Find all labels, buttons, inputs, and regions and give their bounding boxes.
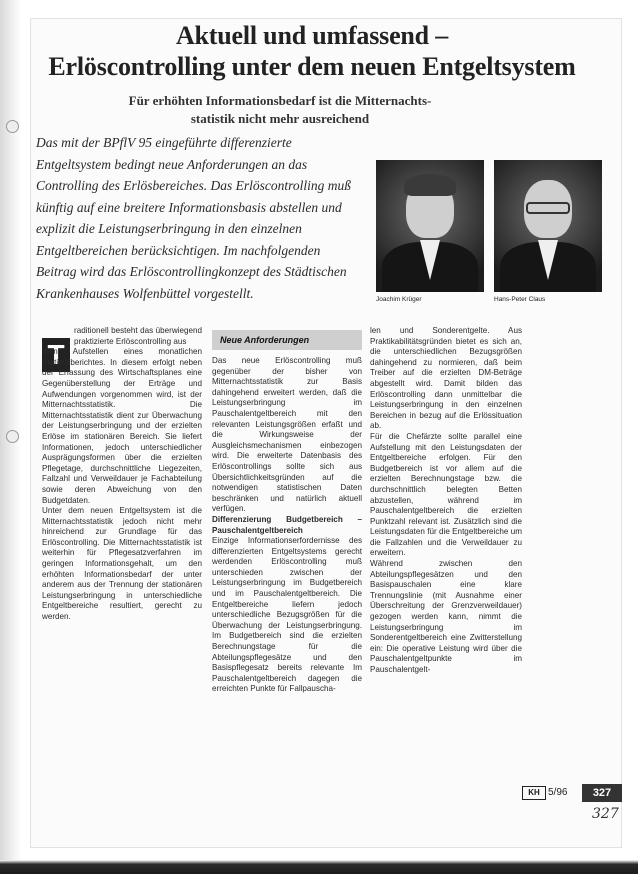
author-photo <box>376 160 484 292</box>
page-number: 327 <box>582 784 622 802</box>
author-caption: Hans-Peter Claus <box>494 296 546 303</box>
article-headline <box>34 20 590 82</box>
drop-cap: T <box>42 338 70 372</box>
subhead-line-1: Für erhöhten Informationsbedarf ist die Mitternachts- <box>128 93 432 108</box>
body-paragraph: Das neue Erlöscontrolling muß gegenüber der bisher von Mitternachtsstatistik zur Basis dahingehend erweitert werden, daß die Leistungserbringung im Pauschalentgeltbereich mit den relevanten Leistungsgrößen erfaßt und die Wirkungsweise der Ausgleichsmechanismen einbezogen wird. Die erweiterte Datenbasis des Erlöscontrollings sollte sich aus Übersichtlichkeitsgründen auf die notwendigen statistischen Daten beschränken und natürlich aktuell verfügen. <box>212 356 362 514</box>
body-paragraph: Während zwischen den Abteilungspflegesätzen und den Basispauschalen eine klare Trennungslinie (mit Ausnahme einer Überschreitung der Grenzverweildauer) gezogen werden kann, nimmt die Leistungserbringung im Sonderentgeltbereich eine Zwitterstellung ein: Die operative Leistung wird über die Pauschalentgeltpunkte im Pauschalentgelt- <box>370 559 522 674</box>
body-paragraph: dem Aufstellen eines monatlichen Statistikberichtes. In diesem erfolgt neben der Erfassung des Wirtschaftsplanes eine Gegenüberstellung der Erträge und Aufwendungen vorgenommen wird, ist der Mitternachtsstatistik. Die Mitternachtsstatistik dient zur Überwachung der Leistungserbringung und der erzielten Erlöse im stationären Bereich. Sie liefert Informationen, jedoch unterschiedlicher Ausprägungsformen über die erzielten Pflegetage, durchschnittliche Liegezeiten, Fallzahl und Verweildauer je Fachabteilung sowie deren Abweichung von den Budgetdaten. <box>42 347 202 505</box>
article-subhead <box>100 92 460 128</box>
headline-line-1: Aktuell und umfassend – <box>175 21 449 50</box>
binder-hole <box>6 120 19 133</box>
body-column-3 <box>370 326 522 676</box>
body-paragraph: Einzige Informationserfordernisse des differenzierten Entgeltsystems gerecht werdenden Erlöscontrolling muß unterschieden zwischen der Leistungserbringung im Budgetbereich und im Pauschalentgeltbereich. Die Entgeltbereiche liefern jedoch unterschiedliche Bezugsgrößen für die Überwachung der Leistungserbringung. Im Budgetbereich sind die erzielten Berechnungstage für die Abteilungspflegesätze und den Basispflegesatz bereits relevante Im Pauschalentgeltbereich dagegen die erreichten Punkte für Fallpauscha- <box>212 536 362 694</box>
magazine-logo: KH <box>522 786 546 800</box>
subhead-line-2: statistik nicht mehr ausreichend <box>190 111 370 126</box>
body-paragraph: len und Sonderentgelte. Aus Praktikabilitätsgründen bietet es sich an, die unterschiedlichen Bezugsgrößen dahingehend zu normieren, daß beim Treiber auf die erzielten DM-Beträge abgestellt wird. Damit bilden das Erlöscontrolling dann unmittelbar die Leistungserbringung in den einzelnen Bereichen in bezug auf die Erlössituation ab. <box>370 326 522 431</box>
issue-number: 5/96 <box>548 787 568 798</box>
article-lead: Das mit der BPflV 95 eingeführte differenzierte Entgeltsystem bedingt neue Anforderungen an das Controlling des Erlösbereiches. Das Erlöscontrolling muß künftig auf eine breitere Informationsbasis abstellen und explizit die Leistungserbringung in den einzelnen Entgeltbereichen berücksichtigen. Im nachfolgenden Beitrag wird das Erlöscontrollingkonzept des Städtischen Krankenhauses Wolfenbüttel vorgestellt. <box>36 135 351 301</box>
section-heading: Neue Anforderungen <box>212 330 362 350</box>
section-subheading: Differenzierung Budgetbereich – Pauschalentgeltbereich <box>212 514 362 535</box>
binder-hole <box>6 430 19 443</box>
body-paragraph: raditionell besteht das überwiegend praktizierte Erlöscontrolling aus <box>74 326 202 346</box>
body-paragraph: Unter dem neuen Entgeltsystem ist die Mitternachtsstatistik jedoch nicht mehr hinreichend zur Grundlage für das Erlöscontrolling. Die Mitternachtsstatistik ist weiterhin für Pflegesatzverfahren im geringen Informationsgehalt, um den erhöhten Informationsbedarf der unter anderem aus der Trennung der stationären Leistungserbringung in unterschiedliche Entgeltbereiche resultiert, gerecht zu werden. <box>42 506 202 622</box>
handwritten-annotation: 327 <box>592 806 619 822</box>
author-photo <box>494 160 602 292</box>
body-column-1 <box>42 326 202 623</box>
body-paragraph: Für die Chefärzte sollte parallel eine Aufstellung mit den Leistungsdaten der Entgeltbereiche erfolgen. Für den Budgetbereich ist vor allem auf die erzielten Berechnungstage bzw. die durchschnittlich belegten Betten abzustellen, während im Pauschalentgeltbereich die erzielten Punktzahl relevant ist. Zusätzlich sind die Leistungsdaten für die Entgeltbereiche um die Fallzahlen und die Verweildauer zu erweitern. <box>370 431 522 558</box>
scan-edge-bottom <box>0 860 638 874</box>
body-column-2 <box>212 330 362 695</box>
headline-line-2: Erlöscontrolling unter dem neuen Entgeltsystem <box>48 52 576 81</box>
author-caption: Joachim Krüger <box>376 296 422 303</box>
